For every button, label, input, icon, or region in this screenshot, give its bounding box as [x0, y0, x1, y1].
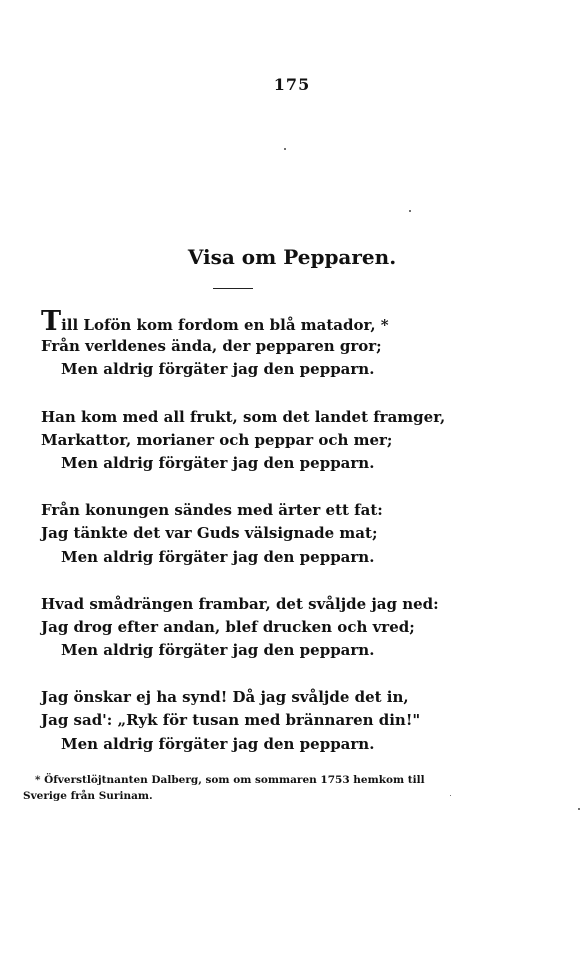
poem-line: Hvad smådrängen frambar, det svåljde jag ned: — [41, 594, 439, 613]
refrain-line: Men aldrig förgäter jag den pepparn. — [61, 641, 375, 660]
poem-line: Från konungen sändes med ärter ett fat: — [41, 501, 383, 520]
poem-line-text: ill Lofön kom fordom en blå matador, * — [61, 316, 389, 334]
scan-speck — [284, 148, 286, 150]
poem-line: Jag drog efter andan, blef drucken och vred; — [41, 617, 415, 636]
scan-speck — [450, 795, 451, 796]
refrain-line: Men aldrig förgäter jag den pepparn. — [61, 360, 375, 379]
refrain-line: Men aldrig förgäter jag den pepparn. — [61, 547, 375, 566]
scan-speck — [578, 808, 580, 810]
scan-speck — [409, 210, 411, 212]
footnote-line: Sverige från Surinam. — [23, 790, 153, 802]
poem-line: Jag tänkte det var Guds välsignade mat; — [41, 524, 378, 543]
refrain-line: Men aldrig förgäter jag den pepparn. — [61, 734, 375, 753]
poem-line — [41, 306, 431, 337]
footnote-line: * Öfverstlöjtnanten Dalberg, som om sommaren 1753 hemkom till — [35, 774, 425, 786]
page-number: 175 — [273, 75, 311, 94]
drop-cap: T — [41, 306, 62, 337]
refrain-line: Men aldrig förgäter jag den pepparn. — [61, 453, 375, 472]
poem-line: Jag önskar ej ha synd! Då jag svåljde det in, — [41, 688, 409, 707]
poem-line: Från verldenes ända, der pepparen gror; — [41, 337, 382, 356]
footnote — [23, 772, 443, 804]
title-divider — [213, 288, 253, 289]
poem-title: Visa om Pepparen. — [187, 245, 397, 269]
poem-line: Jag sad': „Ryk för tusan med brännaren din!" — [41, 711, 421, 730]
poem-line: Han kom med all frukt, som det landet framger, — [41, 407, 446, 426]
poem-line: Markattor, morianer och peppar och mer; — [41, 430, 393, 449]
poem-body — [41, 306, 446, 756]
